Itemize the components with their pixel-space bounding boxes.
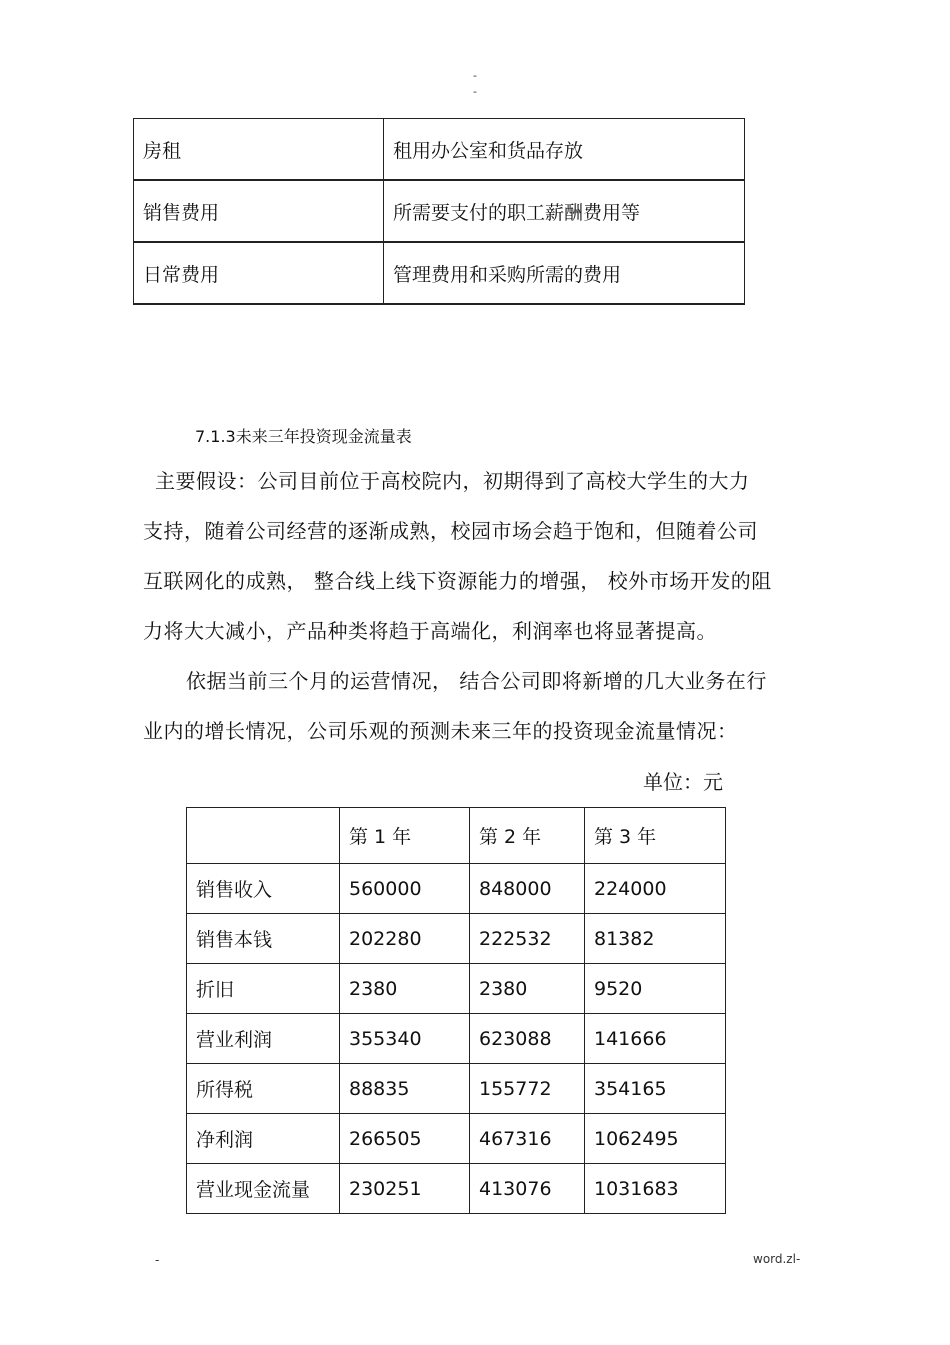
- row-label: 销售本钱: [187, 914, 340, 964]
- cell-value: 141666: [585, 1014, 726, 1064]
- table-header-row: [187, 808, 726, 864]
- cell-value: 9520: [585, 964, 726, 1014]
- row-label: 折旧: [187, 964, 340, 1014]
- row-label: 所得税: [187, 1064, 340, 1114]
- cell-value: 1062495: [585, 1114, 726, 1164]
- assumption-paragraph: [143, 456, 803, 656]
- cell-value: 202280: [340, 914, 470, 964]
- paragraph-line: 力将大大减小，产品种类将趋于高端化，利润率也将显著提高。: [143, 619, 717, 643]
- unit-label: 单位：元: [643, 770, 723, 794]
- expense-desc: 所需要支付的职工薪酬费用等: [384, 180, 745, 242]
- table-row: [187, 914, 726, 964]
- table-row: [187, 1064, 726, 1114]
- cell-value: 467316: [470, 1114, 585, 1164]
- table-row: [187, 864, 726, 914]
- cell-value: 560000: [340, 864, 470, 914]
- paragraph-line: 依据当前三个月的运营情况， 结合公司即将新增的几大业务在行: [186, 669, 767, 693]
- row-label: 净利润: [187, 1114, 340, 1164]
- paragraph-line: 业内的增长情况，公司乐观的预测未来三年的投资现金流量情况：: [143, 719, 738, 743]
- footer-left-mark: -: [155, 1253, 160, 1267]
- row-label: 营业现金流量: [187, 1164, 340, 1214]
- table-row: [134, 242, 745, 304]
- cell-value: 230251: [340, 1164, 470, 1214]
- cell-value: 266505: [340, 1114, 470, 1164]
- cell-value: 81382: [585, 914, 726, 964]
- cell-value: 1031683: [585, 1164, 726, 1214]
- cell-value: 222532: [470, 914, 585, 964]
- table-row: [187, 1164, 726, 1214]
- cell-value: 224000: [585, 864, 726, 914]
- cell-value: 2380: [470, 964, 585, 1014]
- expense-desc: 管理费用和采购所需的费用: [384, 242, 745, 304]
- table-row: [134, 180, 745, 242]
- cell-value: 413076: [470, 1164, 585, 1214]
- expense-desc: 租用办公室和货品存放: [384, 119, 745, 181]
- column-header: [187, 808, 340, 864]
- table-row: [134, 119, 745, 181]
- column-header: 第 2 年: [470, 808, 585, 864]
- row-label: 营业利润: [187, 1014, 340, 1064]
- paragraph-line: 支持，随着公司经营的逐渐成熟，校园市场会趋于饱和，但随着公司: [143, 519, 758, 543]
- cell-value: 355340: [340, 1014, 470, 1064]
- footer-source: word.zl-: [753, 1252, 801, 1266]
- section-heading: 7.1.3未来三年投资现金流量表: [195, 427, 412, 446]
- cell-value: 155772: [470, 1064, 585, 1114]
- paragraph-line: 互联网化的成熟， 整合线上线下资源能力的增强， 校外市场开发的阻: [143, 569, 772, 593]
- cell-value: 354165: [585, 1064, 726, 1114]
- header-mark-top: -: [473, 69, 477, 82]
- cell-value: 848000: [470, 864, 585, 914]
- column-header: 第 3 年: [585, 808, 726, 864]
- cell-value: 623088: [470, 1014, 585, 1064]
- forecast-paragraph: [143, 656, 803, 756]
- cashflow-table: [186, 807, 726, 1214]
- expense-table: [133, 118, 745, 305]
- column-header: 第 1 年: [340, 808, 470, 864]
- table-row: [187, 1114, 726, 1164]
- expense-item: 房租: [134, 119, 384, 181]
- table-row: [187, 964, 726, 1014]
- cell-value: 2380: [340, 964, 470, 1014]
- header-mark-bottom: -: [473, 85, 477, 98]
- row-label: 销售收入: [187, 864, 340, 914]
- cell-value: 88835: [340, 1064, 470, 1114]
- expense-item: 销售费用: [134, 180, 384, 242]
- expense-item: 日常费用: [134, 242, 384, 304]
- paragraph-line: 主要假设：公司目前位于高校院内，初期得到了高校大学生的大力: [155, 469, 750, 493]
- table-row: [187, 1014, 726, 1064]
